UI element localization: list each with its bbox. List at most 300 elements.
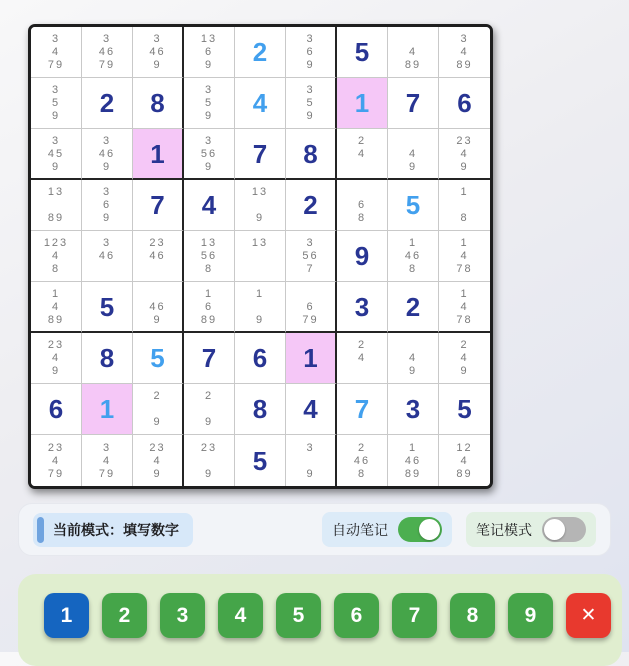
cell-notes (133, 282, 182, 332)
sudoku-cell-r3c6[interactable] (286, 129, 337, 180)
sudoku-cell-r3c8[interactable] (388, 129, 439, 180)
note-row: 3 (306, 33, 315, 45)
sudoku-cell-r3c5[interactable] (235, 129, 286, 180)
note-row: 7 (306, 263, 315, 275)
note-row: 1 (255, 287, 265, 300)
note-row (235, 199, 285, 212)
note-row: 9 (204, 110, 214, 122)
note-row: 9 (102, 160, 112, 173)
sudoku-cell-r2c4[interactable] (184, 78, 235, 129)
note-row: 5 (51, 97, 61, 109)
sudoku-cell-r2c1[interactable] (31, 78, 82, 129)
sudoku-cell-r6c8[interactable] (388, 282, 439, 333)
note-row: 9 (153, 416, 162, 428)
cell-value: 6 (252, 343, 268, 373)
cell-notes (82, 435, 132, 487)
note-row: 3 (102, 33, 112, 45)
delete-button[interactable]: ✕ (566, 593, 611, 638)
sudoku-cell-r9c4[interactable] (184, 435, 235, 486)
current-mode-label: 当前模式：填写数字 (53, 521, 179, 538)
note-row: 9 (102, 212, 112, 224)
cell-notes (388, 333, 438, 384)
sudoku-cell-r9c1[interactable] (31, 435, 82, 486)
cell-value: 9 (354, 241, 370, 271)
sudoku-cell-r1c2[interactable] (82, 27, 133, 78)
note-row: 4 (51, 300, 61, 313)
sudoku-cell-r7c4[interactable] (184, 333, 235, 384)
note-row: 4 (51, 46, 61, 58)
note-mode-label: 笔记模式 (476, 521, 532, 538)
cell-value: 1 (150, 138, 165, 169)
cell-notes (388, 27, 438, 78)
sudoku-cell-r3c3[interactable] (133, 129, 184, 180)
note-row: 23 (47, 339, 65, 351)
sudoku-cell-r8c1[interactable] (31, 384, 82, 435)
note-row: 46 (98, 46, 116, 58)
note-row: 9 (204, 467, 214, 480)
note-row: 79 (302, 313, 319, 326)
note-row: 4 (51, 250, 61, 262)
cell-notes (31, 78, 81, 129)
cell-value: 4 (252, 88, 268, 118)
sudoku-cell-r8c5[interactable] (235, 384, 286, 435)
sudoku-cell-r8c9[interactable] (439, 384, 490, 435)
note-row (184, 403, 234, 416)
note-row: 4 (460, 46, 469, 58)
sudoku-cell-r4c9[interactable] (439, 180, 490, 231)
note-row: 4 (460, 300, 469, 313)
cell-value: 6 (457, 88, 472, 118)
sudoku-cell-r7c3[interactable] (133, 333, 184, 384)
note-row: 23 (149, 237, 166, 249)
note-row: 13 (251, 237, 269, 249)
note-row: 3 (306, 441, 315, 454)
toggle-knob (419, 519, 440, 540)
note-mode-toggle[interactable] (542, 517, 586, 542)
sudoku-cell-r4c7[interactable] (337, 180, 388, 231)
note-row: 3 (204, 84, 214, 96)
note-row: 4 (357, 147, 367, 160)
cell-notes (439, 435, 490, 487)
cell-notes (31, 27, 81, 78)
sudoku-cell-r1c6[interactable] (286, 27, 337, 78)
note-row: 4 (357, 352, 367, 364)
sudoku-cell-r8c8[interactable] (388, 384, 439, 435)
sudoku-grid (28, 24, 493, 489)
cell-notes (31, 282, 81, 332)
sudoku-cell-r6c6[interactable] (286, 282, 337, 333)
toggle-knob (544, 519, 565, 540)
cell-notes (439, 333, 490, 384)
cell-notes (235, 180, 285, 231)
note-row: 2 (357, 441, 367, 454)
note-row: 3 (460, 33, 469, 45)
auto-notes-pill (322, 512, 452, 547)
note-row: 46 (98, 147, 116, 160)
note-row: 89 (47, 313, 65, 326)
note-row: 23 (149, 441, 166, 454)
note-row (286, 455, 335, 468)
sudoku-cell-r3c9[interactable] (439, 129, 490, 180)
mode-accent-bar (37, 517, 44, 543)
note-row: 1 (204, 287, 214, 300)
sudoku-cell-r2c8[interactable] (388, 78, 439, 129)
sudoku-cell-r2c2[interactable] (82, 78, 133, 129)
sudoku-cell-r9c3[interactable] (133, 435, 184, 486)
note-row: 3 (51, 134, 61, 147)
note-row: 46 (353, 454, 371, 467)
cell-notes (133, 384, 182, 435)
cell-notes (235, 282, 285, 332)
note-mode-pill (466, 512, 596, 547)
note-row: 8 (204, 263, 214, 275)
note-row: 2 (204, 390, 214, 402)
cell-notes (337, 129, 387, 179)
sudoku-cell-r3c7[interactable] (337, 129, 388, 180)
cell-notes (184, 129, 234, 179)
note-row: 5 (204, 97, 214, 109)
note-row: 123 (43, 237, 69, 249)
sudoku-cell-r4c2[interactable] (82, 180, 133, 231)
sudoku-cell-r5c6[interactable] (286, 231, 337, 282)
note-row: 89 (456, 59, 473, 71)
sudoku-cell-r3c1[interactable] (31, 129, 82, 180)
sudoku-cell-r5c8[interactable] (388, 231, 439, 282)
note-row (133, 263, 182, 276)
sudoku-cell-r9c6[interactable] (286, 435, 337, 486)
note-row: 1 (408, 441, 418, 454)
cell-notes (439, 129, 490, 179)
cell-value: 5 (99, 291, 115, 322)
cell-value: 4 (201, 190, 217, 220)
cell-notes (439, 282, 490, 332)
note-row: 8 (357, 467, 367, 480)
sudoku-cell-r5c5[interactable] (235, 231, 286, 282)
note-row: 79 (98, 467, 116, 480)
sudoku-cell-r6c9[interactable] (439, 282, 490, 333)
sudoku-cell-r4c4[interactable] (184, 180, 235, 231)
auto-notes-toggle[interactable] (398, 517, 442, 542)
cell-value: 7 (201, 343, 217, 373)
mode-bar (18, 503, 611, 556)
note-row: 8 (460, 212, 469, 224)
sudoku-cell-r1c5[interactable] (235, 27, 286, 78)
note-row (388, 135, 438, 148)
note-row: 9 (460, 160, 469, 173)
cell-notes (286, 435, 335, 487)
sudoku-cell-r1c9[interactable] (439, 27, 490, 78)
cell-value: 3 (354, 291, 370, 322)
cell-notes (235, 231, 285, 282)
cell-value: 7 (354, 394, 370, 424)
sudoku-cell-r2c5[interactable] (235, 78, 286, 129)
cell-value: 8 (303, 138, 318, 169)
note-row: 5 (306, 97, 315, 109)
sudoku-cell-r9c2[interactable] (82, 435, 133, 486)
note-row: 9 (204, 416, 214, 428)
note-row: 46 (404, 454, 422, 467)
numpad-button-7[interactable]: 7 (392, 593, 437, 638)
numpad-button-3[interactable]: 3 (160, 593, 205, 638)
cell-value: 8 (150, 88, 165, 118)
note-row: 1 (460, 237, 469, 249)
note-row (337, 186, 387, 199)
note-row (31, 199, 81, 212)
number-pad (18, 574, 622, 666)
sudoku-cell-r5c9[interactable] (439, 231, 490, 282)
note-row: 13 (47, 186, 65, 198)
cell-value: 5 (457, 394, 472, 424)
sudoku-cell-r4c3[interactable] (133, 180, 184, 231)
note-row: 6 (306, 46, 315, 58)
cell-notes (82, 231, 132, 282)
sudoku-cell-r6c1[interactable] (31, 282, 82, 333)
sudoku-cell-r6c2[interactable] (82, 282, 133, 333)
note-row: 1 (460, 287, 469, 300)
sudoku-cell-r6c3[interactable] (133, 282, 184, 333)
sudoku-cell-r9c5[interactable] (235, 435, 286, 486)
cell-notes (133, 435, 182, 487)
note-row: 9 (255, 313, 265, 326)
cell-notes (31, 231, 81, 282)
note-row: 9 (153, 313, 162, 326)
note-row: 2 (357, 134, 367, 147)
cell-value: 6 (48, 394, 64, 424)
numpad-button-1[interactable]: 1 (44, 593, 89, 638)
note-row: 78 (456, 263, 473, 275)
cell-value: 8 (252, 394, 268, 424)
cell-notes (31, 129, 81, 179)
sudoku-cell-r1c1[interactable] (31, 27, 82, 78)
cell-notes (133, 231, 182, 282)
cell-notes (337, 180, 387, 231)
cell-value: 1 (303, 343, 318, 373)
note-row: 4 (460, 250, 469, 262)
sudoku-cell-r1c7[interactable] (337, 27, 388, 78)
note-row (337, 365, 387, 378)
cell-notes (133, 27, 182, 78)
cell-value: 4 (303, 394, 318, 424)
numpad-button-5[interactable]: 5 (276, 593, 321, 638)
sudoku-cell-r7c8[interactable] (388, 333, 439, 384)
note-row: 2 (357, 339, 367, 351)
note-row: 46 (149, 300, 166, 313)
cell-notes (184, 435, 234, 487)
cell-notes (31, 435, 81, 487)
note-row: 46 (149, 46, 166, 58)
note-row: 89 (456, 467, 473, 480)
sudoku-cell-r8c6[interactable] (286, 384, 337, 435)
numpad-button-2[interactable]: 2 (102, 593, 147, 638)
note-row: 2 (460, 339, 469, 351)
cell-notes (82, 180, 132, 231)
sudoku-cell-r6c4[interactable] (184, 282, 235, 333)
note-row: 4 (408, 147, 418, 160)
note-row: 89 (404, 467, 422, 480)
note-row: 6 (357, 199, 367, 211)
sudoku-cell-r5c3[interactable] (133, 231, 184, 282)
sudoku-cell-r5c7[interactable] (337, 231, 388, 282)
note-row: 4 (153, 454, 162, 467)
note-row (286, 288, 335, 301)
sudoku-cell-r7c7[interactable] (337, 333, 388, 384)
numpad-button-9[interactable]: 9 (508, 593, 553, 638)
sudoku-cell-r4c6[interactable] (286, 180, 337, 231)
note-row (235, 301, 285, 314)
sudoku-cell-r6c5[interactable] (235, 282, 286, 333)
sudoku-cell-r7c5[interactable] (235, 333, 286, 384)
note-row: 45 (47, 147, 65, 160)
cell-notes (388, 129, 438, 179)
note-row: 3 (102, 237, 112, 249)
note-row (388, 33, 438, 46)
note-row: 3 (153, 33, 162, 45)
cell-notes (337, 333, 387, 384)
note-row: 9 (306, 110, 315, 122)
sudoku-cell-r4c1[interactable] (31, 180, 82, 231)
sudoku-cell-r3c4[interactable] (184, 129, 235, 180)
note-row: 9 (306, 59, 315, 71)
note-row: 4 (51, 352, 61, 364)
note-row: 9 (255, 212, 265, 224)
note-row: 2 (153, 390, 162, 402)
sudoku-cell-r7c2[interactable] (82, 333, 133, 384)
sudoku-cell-r2c3[interactable] (133, 78, 184, 129)
note-row: 9 (153, 59, 162, 71)
note-row: 4 (102, 454, 112, 467)
sudoku-cell-r1c8[interactable] (388, 27, 439, 78)
note-row (82, 263, 132, 276)
cell-notes (286, 27, 335, 78)
auto-notes-label: 自动笔记 (332, 521, 388, 538)
cell-notes (286, 231, 335, 282)
note-row: 6 (102, 199, 112, 211)
note-row: 4 (460, 352, 469, 364)
cell-notes (286, 78, 335, 129)
sudoku-cell-r2c7[interactable] (337, 78, 388, 129)
note-row (133, 403, 182, 416)
cell-value: 7 (150, 190, 165, 220)
current-mode-pill (33, 513, 193, 547)
cell-notes (82, 27, 132, 78)
cell-notes (184, 78, 234, 129)
cell-notes (439, 180, 490, 231)
sudoku-cell-r1c4[interactable] (184, 27, 235, 78)
sudoku-cell-r9c7[interactable] (337, 435, 388, 486)
cell-value: 1 (354, 88, 370, 118)
note-row: 79 (98, 59, 116, 71)
sudoku-cell-r4c8[interactable] (388, 180, 439, 231)
cell-value: 7 (405, 88, 421, 118)
numpad-button-6[interactable]: 6 (334, 593, 379, 638)
note-row: 4 (51, 454, 61, 467)
note-row: 89 (200, 313, 218, 326)
note-row: 13 (200, 33, 218, 45)
cell-notes (31, 180, 81, 231)
note-row (388, 339, 438, 352)
note-row: 8 (357, 212, 367, 224)
note-row: 79 (47, 467, 65, 480)
note-row: 6 (204, 300, 214, 313)
cell-value: 3 (405, 394, 421, 424)
note-row: 9 (408, 365, 418, 377)
cell-notes (184, 231, 234, 282)
sudoku-cell-r5c2[interactable] (82, 231, 133, 282)
note-row: 46 (98, 250, 116, 262)
sudoku-cell-r6c7[interactable] (337, 282, 388, 333)
sudoku-cell-r2c9[interactable] (439, 78, 490, 129)
note-row: 1 (408, 237, 418, 249)
cell-value: 2 (405, 291, 421, 322)
sudoku-cell-r7c9[interactable] (439, 333, 490, 384)
sudoku-cell-r5c1[interactable] (31, 231, 82, 282)
note-row: 6 (306, 300, 315, 313)
sudoku-cell-r8c7[interactable] (337, 384, 388, 435)
sudoku-cell-r3c2[interactable] (82, 129, 133, 180)
sudoku-cell-r2c6[interactable] (286, 78, 337, 129)
cell-value: 2 (99, 88, 115, 118)
sudoku-cell-r7c1[interactable] (31, 333, 82, 384)
sudoku-cell-r5c4[interactable] (184, 231, 235, 282)
cell-value: 5 (354, 37, 370, 67)
cell-notes (31, 333, 81, 384)
note-row: 3 (51, 84, 61, 96)
note-row: 3 (102, 134, 112, 147)
note-row: 89 (47, 212, 65, 224)
sudoku-cell-r1c3[interactable] (133, 27, 184, 78)
cell-value: 5 (150, 343, 165, 373)
note-row: 9 (153, 467, 162, 480)
cell-notes (82, 129, 132, 179)
note-row (439, 199, 490, 212)
sudoku-cell-r8c4[interactable] (184, 384, 235, 435)
note-row: 9 (51, 160, 61, 173)
note-row (235, 250, 285, 263)
cell-value: 8 (99, 343, 115, 373)
sudoku-cell-r8c3[interactable] (133, 384, 184, 435)
note-row: 9 (204, 160, 214, 173)
numpad-button-4[interactable]: 4 (218, 593, 263, 638)
note-row: 23 (47, 441, 65, 454)
cell-notes (439, 27, 490, 78)
note-row: 1 (460, 186, 469, 198)
note-row: 13 (200, 237, 218, 249)
sudoku-cell-r7c6[interactable] (286, 333, 337, 384)
note-row: 12 (456, 441, 473, 454)
note-row: 89 (404, 59, 422, 71)
note-row: 6 (204, 46, 214, 58)
note-row: 3 (306, 237, 315, 249)
note-row: 4 (460, 454, 469, 467)
note-row: 9 (306, 467, 315, 480)
cell-value: 2 (303, 190, 318, 220)
cell-notes (439, 231, 490, 282)
note-row: 13 (251, 186, 269, 198)
sudoku-cell-r9c8[interactable] (388, 435, 439, 486)
note-row: 46 (404, 250, 422, 262)
note-row: 56 (200, 250, 218, 262)
sudoku-cell-r8c2[interactable] (82, 384, 133, 435)
numpad-button-8[interactable]: 8 (450, 593, 495, 638)
cell-notes (184, 384, 234, 435)
toggle-group (322, 512, 596, 547)
note-row: 4 (460, 147, 469, 160)
sudoku-cell-r4c5[interactable] (235, 180, 286, 231)
sudoku-cell-r9c9[interactable] (439, 435, 490, 486)
note-row: 1 (51, 287, 61, 300)
cell-value: 1 (99, 394, 115, 424)
note-row: 8 (51, 263, 61, 275)
